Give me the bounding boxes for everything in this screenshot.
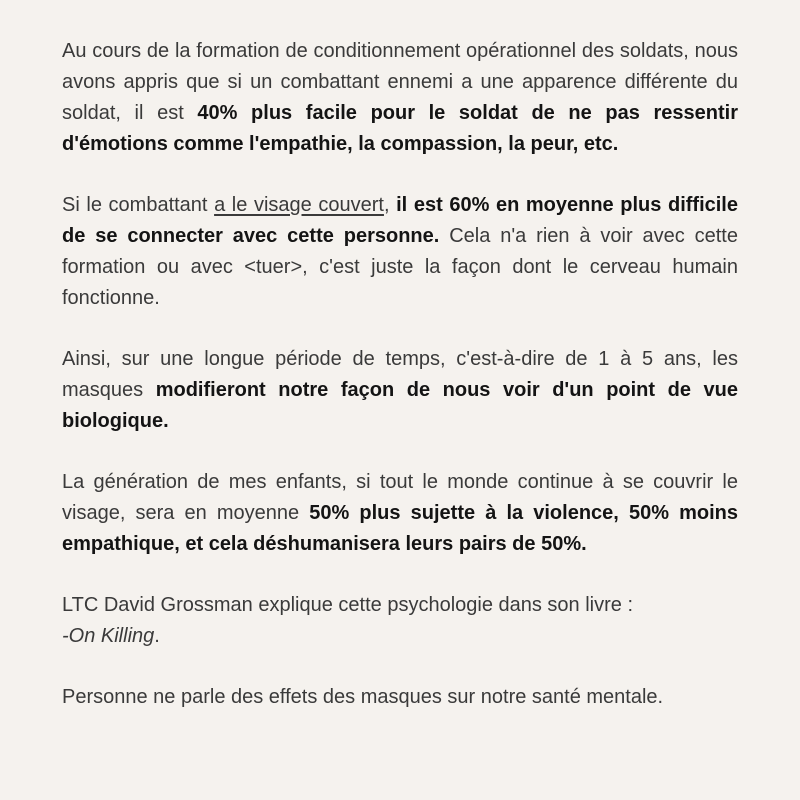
paragraph-4-text: La génération de mes enfants, si tout le monde continue à se couvrir le visage, sera en moyenne	[62, 471, 738, 524]
paragraph-5-period: .	[154, 625, 160, 647]
paragraph-2-bold: il est 60% en moyenne plus difficile de se connecter avec cette personne.	[62, 194, 738, 247]
paragraph-5	[62, 590, 738, 652]
paragraph-1-bold: 40% plus facile pour le soldat de ne pas ressentir d'émotions comme l'empathie, la compassion, la peur, etc.	[62, 102, 738, 155]
paragraph-6-text: Personne ne parle des effets des masques sur notre santé mentale.	[62, 686, 664, 708]
paragraph-1-text: Au cours de la formation de conditionnement opérationnel des soldats, nous avons appris que si un combattant ennemi a une apparence différente du soldat, il est	[62, 40, 738, 124]
paragraph-1	[62, 36, 738, 160]
paragraph-2-separator: ,	[383, 194, 397, 216]
document-body	[62, 36, 738, 743]
paragraph-3	[62, 344, 738, 437]
paragraph-3-text: Ainsi, sur une longue période de temps, c'est-à-dire de 1 à 5 ans, les masques	[62, 348, 738, 401]
paragraph-5-text: LTC David Grossman explique cette psychologie dans son livre :	[62, 594, 634, 616]
paragraph-4-bold: 50% plus sujette à la violence, 50% moins empathique, et cela déshumanisera leurs pairs de 50%.	[62, 502, 738, 555]
book-title: -On Killing	[62, 625, 155, 647]
paragraph-6	[62, 682, 738, 713]
paragraph-2-underlined: a le visage couvert	[214, 194, 384, 216]
paragraph-2-text-end: Cela n'a rien à voir avec cette formation ou avec <tuer>, c'est juste la façon dont le cerveau humain fonctionne.	[62, 225, 738, 309]
paragraph-2	[62, 190, 738, 314]
paragraph-4	[62, 467, 738, 560]
paragraph-3-bold: modifieront notre façon de nous voir d'un point de vue biologique.	[62, 379, 738, 432]
paragraph-2-text-start: Si le combattant	[62, 194, 215, 216]
